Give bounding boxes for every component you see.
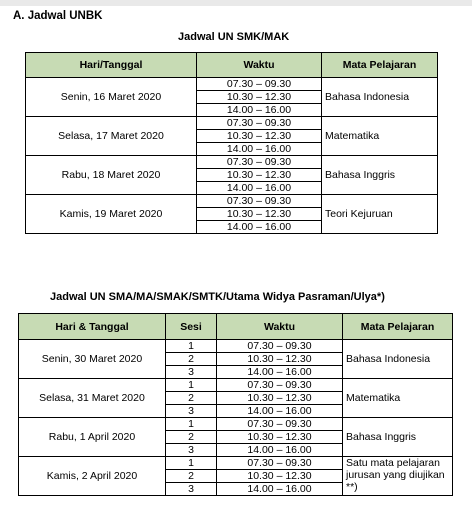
session-cell: 3 [166,366,217,379]
day-cell: Rabu, 1 April 2020 [19,418,166,457]
session-cell: 1 [166,457,217,470]
time-cell: 07.30 – 09.30 [197,195,322,208]
time-cell: 10.30 – 12.30 [197,169,322,182]
smk-table-body [26,78,438,234]
time-cell: 10.30 – 12.30 [197,91,322,104]
sma-table-title: Jadwal UN SMA/MA/SMAK/SMTK/Utama Widya Pasraman/Ulya*) [50,291,385,303]
table-header-row [26,53,438,78]
table-row [26,156,438,169]
time-cell: 10.30 – 12.30 [217,431,343,444]
session-cell: 2 [166,353,217,366]
sma-table-body [19,340,453,496]
time-cell: 14.00 – 16.00 [217,405,343,418]
time-cell: 07.30 – 09.30 [217,457,343,470]
subject-cell: Bahasa Inggris [322,156,438,195]
subject-cell: Bahasa Indonesia [343,340,453,379]
time-cell: 07.30 – 09.30 [197,117,322,130]
table-row [19,379,453,392]
table-row [19,340,453,353]
session-cell: 2 [166,431,217,444]
time-cell: 10.30 – 12.30 [217,392,343,405]
time-cell: 14.00 – 16.00 [217,444,343,457]
top-strip [0,0,472,6]
session-cell: 3 [166,444,217,457]
time-cell: 07.30 – 09.30 [217,418,343,431]
sma-schedule-table [18,313,453,496]
time-cell: 10.30 – 12.30 [197,130,322,143]
header-day: Hari & Tanggal [19,314,166,340]
time-cell: 14.00 – 16.00 [217,366,343,379]
table-row [26,78,438,91]
day-cell: Kamis, 19 Maret 2020 [26,195,197,234]
session-cell: 3 [166,405,217,418]
header-time: Waktu [197,53,322,78]
smk-schedule-table [25,52,438,234]
day-cell: Selasa, 17 Maret 2020 [26,117,197,156]
session-cell: 2 [166,470,217,483]
day-cell: Senin, 16 Maret 2020 [26,78,197,117]
header-subject: Mata Pelajaran [343,314,453,340]
header-subject: Mata Pelajaran [322,53,438,78]
table-row [19,457,453,470]
day-cell: Senin, 30 Maret 2020 [19,340,166,379]
session-cell: 2 [166,392,217,405]
time-cell: 14.00 – 16.00 [197,104,322,117]
smk-table-title: Jadwal UN SMK/MAK [178,31,290,43]
session-cell: 1 [166,379,217,392]
time-cell: 07.30 – 09.30 [217,340,343,353]
table-row [26,195,438,208]
header-day: Hari/Tanggal [26,53,197,78]
table-row [19,418,453,431]
time-cell: 07.30 – 09.30 [197,78,322,91]
subject-cell: Satu mata pelajaran jurusan yang diujikan **) [343,457,453,496]
header-session: Sesi [166,314,217,340]
subject-cell: Bahasa Indonesia [322,78,438,117]
day-cell: Rabu, 18 Maret 2020 [26,156,197,195]
time-cell: 10.30 – 12.30 [197,208,322,221]
session-cell: 3 [166,483,217,496]
time-cell: 10.30 – 12.30 [217,353,343,366]
time-cell: 14.00 – 16.00 [217,483,343,496]
session-cell: 1 [166,418,217,431]
day-cell: Kamis, 2 April 2020 [19,457,166,496]
header-time: Waktu [217,314,343,340]
time-cell: 14.00 – 16.00 [197,143,322,156]
subject-cell: Matematika [322,117,438,156]
table-row [26,117,438,130]
session-cell: 1 [166,340,217,353]
time-cell: 07.30 – 09.30 [197,156,322,169]
day-cell: Selasa, 31 Maret 2020 [19,379,166,418]
time-cell: 10.30 – 12.30 [217,470,343,483]
subject-cell: Bahasa Inggris [343,418,453,457]
section-title: A. Jadwal UNBK [13,10,103,22]
time-cell: 14.00 – 16.00 [197,221,322,234]
time-cell: 07.30 – 09.30 [217,379,343,392]
subject-cell: Matematika [343,379,453,418]
time-cell: 14.00 – 16.00 [197,182,322,195]
subject-cell: Teori Kejuruan [322,195,438,234]
table-header-row [19,314,453,340]
